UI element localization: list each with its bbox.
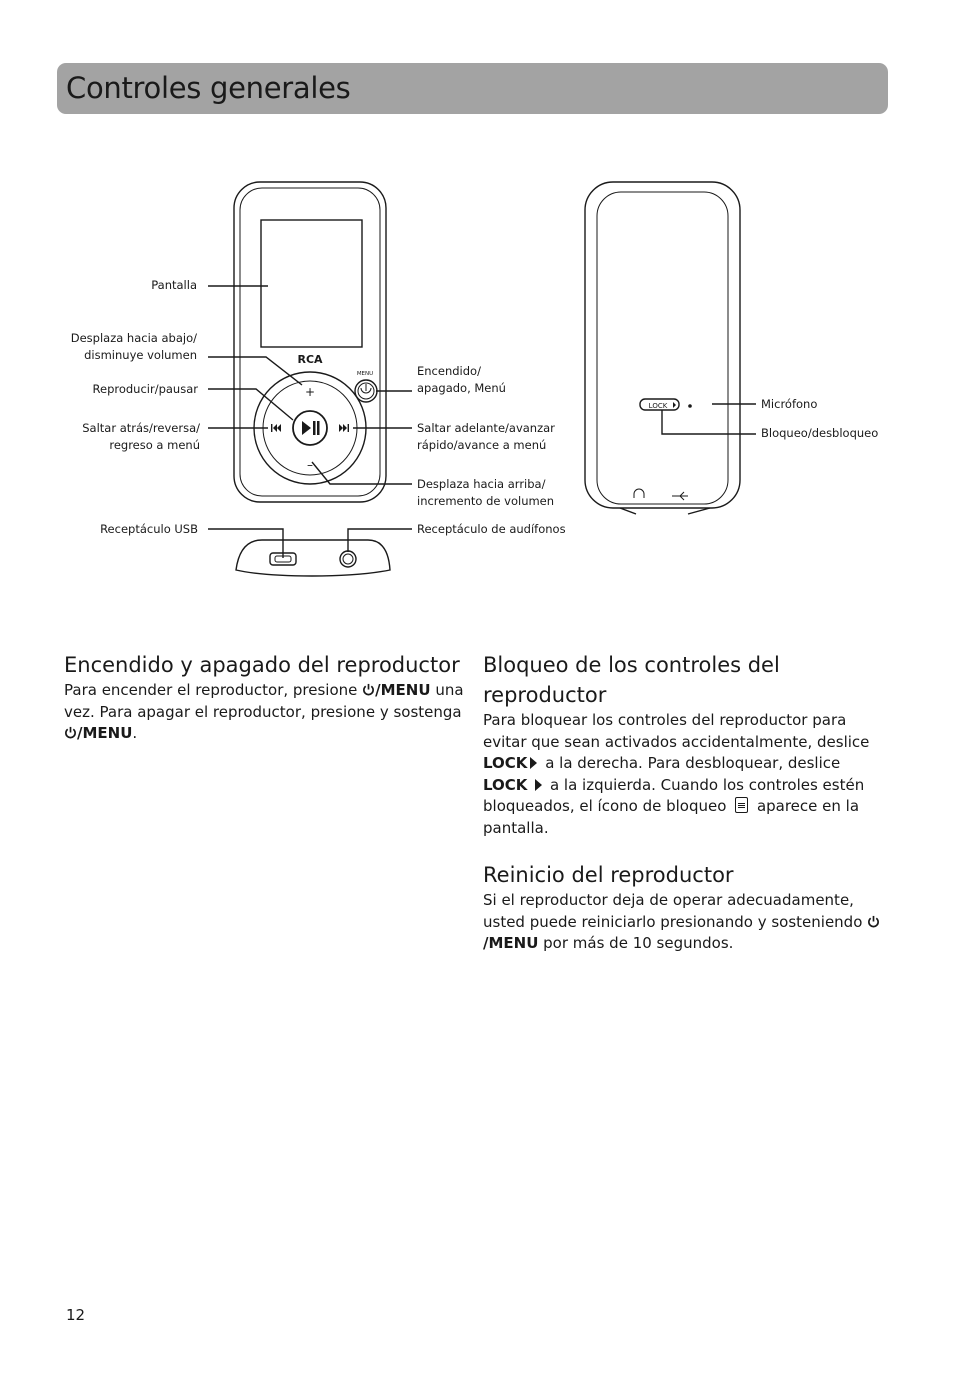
bottom-view	[236, 540, 390, 576]
label-microphone: Micrófono	[761, 397, 818, 411]
label-pantalla: Pantalla	[151, 278, 197, 292]
microphone-hole	[688, 404, 692, 408]
heading-lock: Bloqueo de los controles del reproductor	[483, 653, 780, 707]
arrow-right-icon	[530, 757, 537, 769]
brand-logo: RCA	[297, 353, 323, 366]
body-reset: Si el reproductor deja de operar adecuadamente, usted puede reiniciarlo presionando y sosteniendo /MENU por más de 10 segundos.	[483, 890, 883, 955]
label-usb: Receptáculo USB	[100, 522, 198, 536]
plus-icon: +	[304, 385, 316, 399]
label-lock: Bloqueo/desbloqueo	[761, 426, 879, 440]
label-power: Encendido/ apagado, Menú	[417, 364, 506, 395]
play-icon	[302, 421, 311, 435]
arrow-right-icon	[535, 779, 542, 791]
label-headphones: Receptáculo de audífonos	[417, 522, 566, 536]
menu-label: MENU	[356, 371, 374, 377]
skip-back-icon	[277, 424, 281, 432]
label-skip-back: Saltar atrás/reversa/ regreso a menú	[82, 421, 200, 452]
minus-icon: –	[307, 458, 313, 472]
heading-power: Encendido y apagado del reproductor	[64, 653, 460, 677]
power-icon	[867, 915, 880, 928]
lock-icon	[735, 797, 748, 813]
page-title: Controles generales	[66, 71, 351, 105]
headphone-symbol	[634, 489, 644, 498]
title-banner	[57, 63, 888, 114]
screen	[261, 220, 362, 347]
front-device-body	[234, 182, 386, 502]
body-lock: Para bloquear los controles del reproductor para evitar que sean activados accidentalmente, deslice LOCK a la derecha. Para desbloquear, deslice LOCK a la izquierda. Cuando los controles estén bloqueados, el ícono de bloqueo aparece en la pantalla.	[483, 711, 870, 837]
label-vol-up: Desplaza hacia arriba/ incremento de volumen	[417, 477, 555, 508]
label-vol-down: Desplaza hacia abajo/ disminuye volumen	[70, 331, 197, 362]
label-play-pause: Reproducir/pausar	[92, 382, 198, 396]
label-skip-forward: Saltar adelante/avanzar rápido/avance a menú	[417, 421, 555, 452]
headphone-jack	[340, 551, 356, 567]
section-lock	[483, 650, 883, 839]
skip-forward-icon	[339, 424, 343, 432]
power-icon	[64, 726, 77, 739]
back-device-body	[585, 182, 740, 508]
power-icon	[362, 683, 375, 696]
lock-text: LOCK	[648, 402, 668, 410]
lock-arrow-icon	[673, 402, 676, 408]
page-number: 12	[66, 1306, 86, 1324]
pause-icon	[313, 421, 316, 435]
heading-reset: Reinicio del reproductor	[483, 863, 734, 887]
controls-figure	[0, 140, 954, 610]
body-power: Para encender el reproductor, presione /MENU una vez. Para apagar el reproductor, presione y sostenga /MENU.	[64, 681, 464, 742]
section-reset	[483, 860, 883, 955]
section-power	[64, 650, 464, 745]
